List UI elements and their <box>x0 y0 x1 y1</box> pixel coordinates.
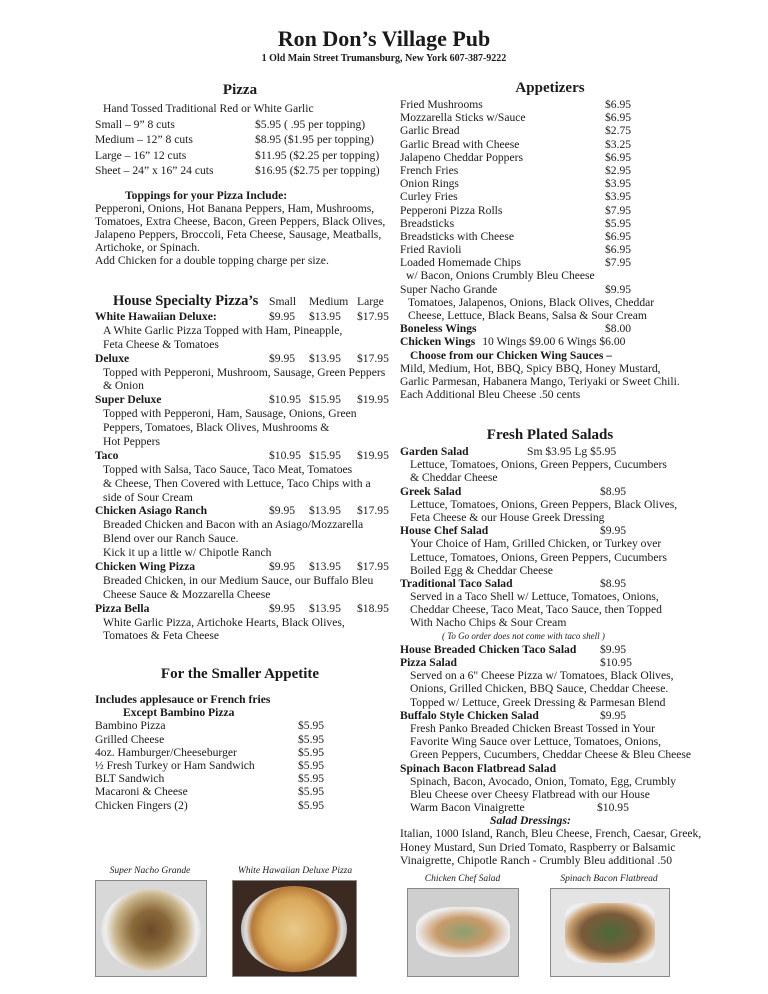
restaurant-address: 1 Old Main Street Trumansburg, New York 607-387-9222 <box>261 53 507 64</box>
item-price: $2.95 <box>605 163 632 177</box>
menu-item-row <box>400 138 700 151</box>
item-price: $13.95 <box>309 351 341 365</box>
item-price: $3.95 <box>605 177 632 191</box>
item-description: Topped with Salsa, Taco Sauce, Taco Meat, Tomatoes <box>103 462 353 476</box>
menu-item-row <box>95 504 387 518</box>
wings-detail: 10 Wings $9.00 6 Wings $6.00 <box>482 335 626 349</box>
item-price: $5.95 <box>298 745 325 759</box>
item-name: Warm Bacon Vinaigrette <box>410 801 525 815</box>
item-price: $5.95 <box>298 772 325 786</box>
pizza-heading: Pizza <box>222 82 258 98</box>
item-name: Bambino Pizza <box>95 719 166 733</box>
sauces-heading: Choose from our Chicken Wing Sauces – <box>410 348 613 362</box>
dressings-text: Vinaigrette, Chipotle Ranch - Crumbly Bleu additional .50 <box>400 853 673 867</box>
item-price: $8.95 ($1.95 per topping) <box>255 133 374 146</box>
toppings-text: Pepperoni, Onions, Hot Banana Peppers, Ham, Mushrooms, <box>95 201 375 215</box>
spinach-flatbread-photo <box>550 888 670 977</box>
item-name: Fried Ravioli <box>400 243 462 257</box>
item-price: $19.95 <box>357 393 389 407</box>
item-name: Macaroni & Cheese <box>95 785 188 799</box>
menu-item-row <box>400 656 700 669</box>
dressings-text: Honey Mustard, Sun Dried Tomato, Raspberry or Balsamic <box>400 840 676 854</box>
item-name: Taco <box>95 448 119 462</box>
item-description: With Nacho Chips & Sour Cream <box>410 616 567 630</box>
taco-shell-note: ( To Go order does not come with taco shell ) <box>442 630 605 641</box>
photo-caption: Chicken Chef Salad <box>424 874 501 884</box>
item-name: Jalapeno Cheddar Poppers <box>400 150 523 164</box>
item-price: $5.95 <box>605 216 632 230</box>
dressings-heading: Salad Dressings: <box>490 814 571 828</box>
item-price: $9.95 <box>269 504 296 518</box>
restaurant-title: Ron Don’s Village Pub <box>277 26 491 51</box>
menu-item-row <box>400 709 700 722</box>
item-name: Breadsticks <box>400 216 455 230</box>
smaller-note: Includes applesauce or French fries <box>95 693 271 706</box>
item-price: $8.95 <box>600 484 627 498</box>
item-price: $10.95 <box>269 393 301 407</box>
col-small: Small <box>269 295 297 308</box>
menu-item-row <box>400 111 700 124</box>
item-description: Served in a Taco Shell w/ Lettuce, Tomatoes, Onions, <box>410 590 659 604</box>
item-name: BLT Sandwich <box>95 772 165 786</box>
white-hawaiian-photo <box>232 880 357 977</box>
menu-item-row <box>400 256 700 269</box>
menu-item-row <box>400 177 700 190</box>
item-name: Chicken Asiago Ranch <box>95 504 208 518</box>
smaller-appetite-section <box>95 666 385 812</box>
item-description: Topped with Pepperoni, Ham, Sausage, Onions, Green <box>103 407 357 421</box>
menu-item-row <box>95 746 385 759</box>
item-price: $6.95 <box>605 150 632 164</box>
menu-item-row <box>95 352 387 366</box>
item-description: Lettuce, Tomatoes, Onions, Green Peppers, Cucumbers <box>410 458 667 472</box>
item-name: Boneless Wings <box>400 322 477 336</box>
specialty-section <box>95 292 387 643</box>
item-description: Feta Cheese & our House Greek Dressing <box>410 510 605 524</box>
item-name: Onion Rings <box>400 177 459 191</box>
item-description: & Cheese, Then Covered with Lettuce, Taco Chips with a <box>103 476 371 490</box>
item-description: w/ Bacon, Onions Crumbly Bleu Cheese <box>406 269 595 283</box>
item-price: $19.95 <box>357 448 389 462</box>
item-name: House Breaded Chicken Taco Salad <box>400 642 577 656</box>
item-name: Chicken Wing Pizza <box>95 560 196 574</box>
item-price: $5.95 <box>298 785 325 799</box>
item-price: $13.95 <box>309 601 341 615</box>
item-description: Blend over our Ranch Sauce. <box>103 532 239 546</box>
item-name: White Hawaiian Deluxe: <box>95 310 217 323</box>
item-price: $11.95 ($2.25 per topping) <box>255 148 380 162</box>
photo-caption: Super Nacho Grande <box>109 866 191 876</box>
item-description: Breaded Chicken and Bacon with an Asiago/Mozzarella <box>103 518 364 532</box>
col-medium: Medium <box>309 295 349 308</box>
item-price: $3.95 <box>605 190 632 204</box>
item-description: Fresh Panko Breaded Chicken Breast Tossed in Your <box>410 721 655 735</box>
item-price: $6.95 <box>605 111 632 125</box>
wings-name: Chicken Wings <box>400 335 476 349</box>
item-price: $10.95 <box>600 656 632 669</box>
item-description: Tomatoes, Jalapenos, Onions, Black Olives, Cheddar <box>408 295 655 309</box>
item-name: 4oz. Hamburger/Cheeseburger <box>95 745 237 759</box>
menu-item-row <box>400 230 700 243</box>
item-price: $10.95 <box>597 801 629 815</box>
item-price: $9.95 <box>269 351 296 365</box>
photo-caption: Spinach Bacon Flatbread <box>560 874 658 884</box>
item-price: $5.95 <box>298 798 325 812</box>
toppings-text: Tomatoes, Extra Cheese, Bacon, Green Peppers, Black Olives, <box>95 214 386 228</box>
menu-item-row <box>95 799 385 812</box>
sauces-text: Mild, Medium, Hot, BBQ, Spicy BBQ, Honey Mustard, <box>400 361 661 375</box>
item-price: $6.95 <box>605 243 632 257</box>
item-name: Super Nacho Grande <box>400 282 498 296</box>
item-price: $3.25 <box>605 137 632 151</box>
specialty-heading: House Specialty Pizza’s <box>113 293 259 309</box>
item-name: Large – 16” 12 cuts <box>95 148 187 162</box>
item-name: Spinach Bacon Flatbread Salad <box>400 761 557 775</box>
menu-item-row <box>400 151 700 164</box>
item-price: $6.95 <box>605 229 632 243</box>
item-price: $7.95 <box>605 256 632 270</box>
photo-caption: White Hawaiian Deluxe Pizza <box>237 866 353 876</box>
toppings-heading: Toppings for your Pizza Include: <box>125 188 288 202</box>
item-name: Super Deluxe <box>95 393 162 407</box>
menu-item-row <box>400 190 700 203</box>
menu-item-row <box>400 283 700 296</box>
item-name: Deluxe <box>95 351 130 365</box>
item-name: Traditional Taco Salad <box>400 576 513 590</box>
menu-item-row <box>400 485 700 498</box>
menu-item-row <box>95 163 385 179</box>
item-description: Served on a 6" Cheese Pizza w/ Tomatoes, Black Olives, <box>410 669 674 683</box>
item-description: Lettuce, Tomatoes, Onions, Green Peppers, Cucumbers <box>410 550 667 564</box>
menu-item-row <box>400 164 700 177</box>
item-name: Medium – 12” 8 cuts <box>95 133 193 146</box>
item-description: & Cheddar Cheese <box>410 471 498 485</box>
item-price: $9.95 <box>600 524 627 538</box>
item-price: Sm $3.95 Lg $5.95 <box>527 445 617 458</box>
item-price: $9.95 <box>269 601 296 615</box>
item-price: $15.95 <box>309 448 341 462</box>
item-name: Garlic Bread with Cheese <box>400 137 520 151</box>
item-name: Pizza Bella <box>95 601 150 615</box>
menu-item-row <box>400 577 700 590</box>
item-description: White Garlic Pizza, Artichoke Hearts, Black Olives, <box>103 615 345 629</box>
item-name: Pepperoni Pizza Rolls <box>400 203 503 217</box>
item-description: Your Choice of Ham, Grilled Chicken, or Turkey over <box>410 537 662 551</box>
item-price: $5.95 ( .95 per topping) <box>255 117 366 131</box>
menu-item-row <box>400 762 700 775</box>
item-name: Mozzarella Sticks w/Sauce <box>400 111 526 125</box>
menu-item-row <box>95 449 387 463</box>
item-description: Cheese Sauce & Mozzarella Cheese <box>103 587 271 601</box>
item-description: & Onion <box>103 379 144 393</box>
item-description: Boiled Egg & Cheddar Cheese <box>410 563 553 577</box>
item-name: Pizza Salad <box>400 656 458 669</box>
item-price: $10.95 <box>269 448 301 462</box>
item-description: Cheese, Lettuce, Black Beans, Salsa & Sour Cream <box>408 309 647 322</box>
item-description: Breaded Chicken, in our Medium Sauce, our Buffalo Bleu <box>103 573 374 587</box>
pizza-section <box>95 82 385 268</box>
toppings-text: Artichoke, or Spinach. <box>95 241 200 255</box>
item-price: $13.95 <box>309 310 341 323</box>
item-price: $9.95 <box>269 310 296 323</box>
pizza-intro: Hand Tossed Traditional Red or White Garlic <box>103 102 314 115</box>
item-price: $9.95 <box>600 642 627 656</box>
toppings-text: Jalapeno Peppers, Broccoli, Feta Cheese, Sausage, Meatballs, <box>95 228 382 242</box>
item-price: $13.95 <box>309 504 341 518</box>
col-large: Large <box>357 295 384 308</box>
item-description: Hot Peppers <box>103 435 160 449</box>
item-description: Tomatoes & Feta Cheese <box>103 629 220 643</box>
menu-item-row <box>400 643 700 656</box>
item-price: $8.95 <box>600 576 627 590</box>
item-description: Cheddar Cheese, Taco Meat, Taco Sauce, then Topped <box>410 603 662 617</box>
menu-item-row <box>95 602 387 616</box>
menu-item-row <box>95 148 385 164</box>
item-description: Green Peppers, Cucumbers, Cheddar Cheese & Bleu Cheese <box>410 748 692 762</box>
item-price: $16.95 ($2.75 per topping) <box>255 164 380 177</box>
item-price: $2.75 <box>605 124 632 138</box>
smaller-heading: For the Smaller Appetite <box>160 666 320 682</box>
menu-item-row <box>95 785 385 798</box>
menu-item-row <box>95 759 385 772</box>
menu-item-row <box>95 132 385 148</box>
menu-item-row <box>95 393 387 407</box>
menu-item-row <box>400 124 700 137</box>
item-name: Buffalo Style Chicken Salad <box>400 708 539 722</box>
item-description: Favorite Wing Sauce over Lettuce, Tomatoes, Onions, <box>410 735 662 749</box>
item-price: $17.95 <box>357 310 389 323</box>
menu-item-row <box>400 801 700 814</box>
item-price: $17.95 <box>357 351 389 365</box>
sauces-text: Garlic Parmesan, Habanera Mango, Teriyaki or Sweet Chili. <box>400 374 680 388</box>
item-description: Topped with Pepperoni, Mushroom, Sausage, Green Peppers <box>103 365 386 379</box>
menu-item-row <box>95 733 385 746</box>
item-price: $17.95 <box>357 560 389 574</box>
item-description: Spinach, Bacon, Avocado, Onion, Tomato, Egg, Crumbly <box>410 774 677 788</box>
item-description: side of Sour Cream <box>103 490 193 504</box>
item-description: A White Garlic Pizza Topped with Ham, Pineapple, <box>103 323 343 337</box>
toppings-text: Add Chicken for a double topping charge per size. <box>95 254 329 268</box>
menu-item-row <box>95 772 385 785</box>
item-description: Onions, Grilled Chicken, BBQ Sauce, Cheddar Cheese. <box>410 682 669 696</box>
item-price: $17.95 <box>357 504 389 518</box>
item-price: $9.95 <box>600 708 627 722</box>
menu-item-row <box>400 98 700 111</box>
item-name: Greek Salad <box>400 484 462 498</box>
item-name: Garlic Bread <box>400 124 460 138</box>
item-name: Small – 9” 8 cuts <box>95 117 175 131</box>
chicken-chef-photo <box>407 888 519 977</box>
menu-item-row <box>400 322 700 335</box>
appetizers-heading: Appetizers <box>515 80 585 96</box>
item-name: Curley Fries <box>400 190 458 204</box>
sauces-text: Each Additional Bleu Cheese .50 cents <box>400 388 581 402</box>
item-price: $15.95 <box>309 393 341 407</box>
item-name: Grilled Cheese <box>95 732 165 746</box>
smaller-note-2: Except Bambino Pizza <box>123 706 235 720</box>
super-nacho-photo <box>95 880 207 977</box>
item-name: Garden Salad <box>400 445 469 458</box>
menu-item-row <box>400 524 700 537</box>
item-price: $5.95 <box>298 719 325 733</box>
item-price: $5.95 <box>298 758 325 772</box>
item-price: $5.95 <box>298 732 325 746</box>
item-price: $7.95 <box>605 203 632 217</box>
menu-item-row <box>400 217 700 230</box>
salads-heading: Fresh Plated Salads <box>486 427 614 443</box>
menu-item-row <box>95 560 387 574</box>
dressings-text: Italian, 1000 Island, Ranch, Bleu Cheese, French, Caesar, Greek, <box>400 827 702 841</box>
item-price: $13.95 <box>309 560 341 574</box>
item-name: Chicken Fingers (2) <box>95 798 188 812</box>
item-price: $9.95 <box>605 282 632 296</box>
item-description: Bleu Cheese over Cheesy Flatbread with our House <box>410 787 650 801</box>
item-price: $9.95 <box>269 560 296 574</box>
menu-item-row <box>400 243 700 256</box>
item-name: House Chef Salad <box>400 524 489 538</box>
item-name: Sheet – 24” x 16” 24 cuts <box>95 164 214 177</box>
item-price: $6.95 <box>605 98 632 111</box>
item-name: French Fries <box>400 163 459 177</box>
menu-item-row <box>95 719 385 732</box>
item-name: Fried Mushrooms <box>400 98 483 111</box>
item-name: ½ Fresh Turkey or Ham Sandwich <box>95 758 255 772</box>
item-price: $8.00 <box>605 322 632 336</box>
item-description: Feta Cheese & Tomatoes <box>103 337 219 351</box>
item-description: Lettuce, Tomatoes, Onions, Green Peppers, Black Olives, <box>410 497 678 511</box>
menu-item-row <box>400 445 700 458</box>
menu-item-row <box>95 310 387 324</box>
item-name: Breadsticks with Cheese <box>400 229 514 243</box>
item-description: Topped w/ Lettuce, Greek Dressing & Parmesan Blend <box>410 695 666 709</box>
item-name: Loaded Homemade Chips <box>400 256 522 270</box>
item-price: $18.95 <box>357 601 389 615</box>
menu-item-row <box>95 117 385 133</box>
item-description: Kick it up a little w/ Chipotle Ranch <box>103 546 272 560</box>
item-description: Peppers, Tomatoes, Black Olives, Mushrooms & <box>103 421 330 435</box>
salads-section <box>400 427 700 867</box>
appetizers-section <box>400 80 700 401</box>
menu-item-row <box>400 204 700 217</box>
